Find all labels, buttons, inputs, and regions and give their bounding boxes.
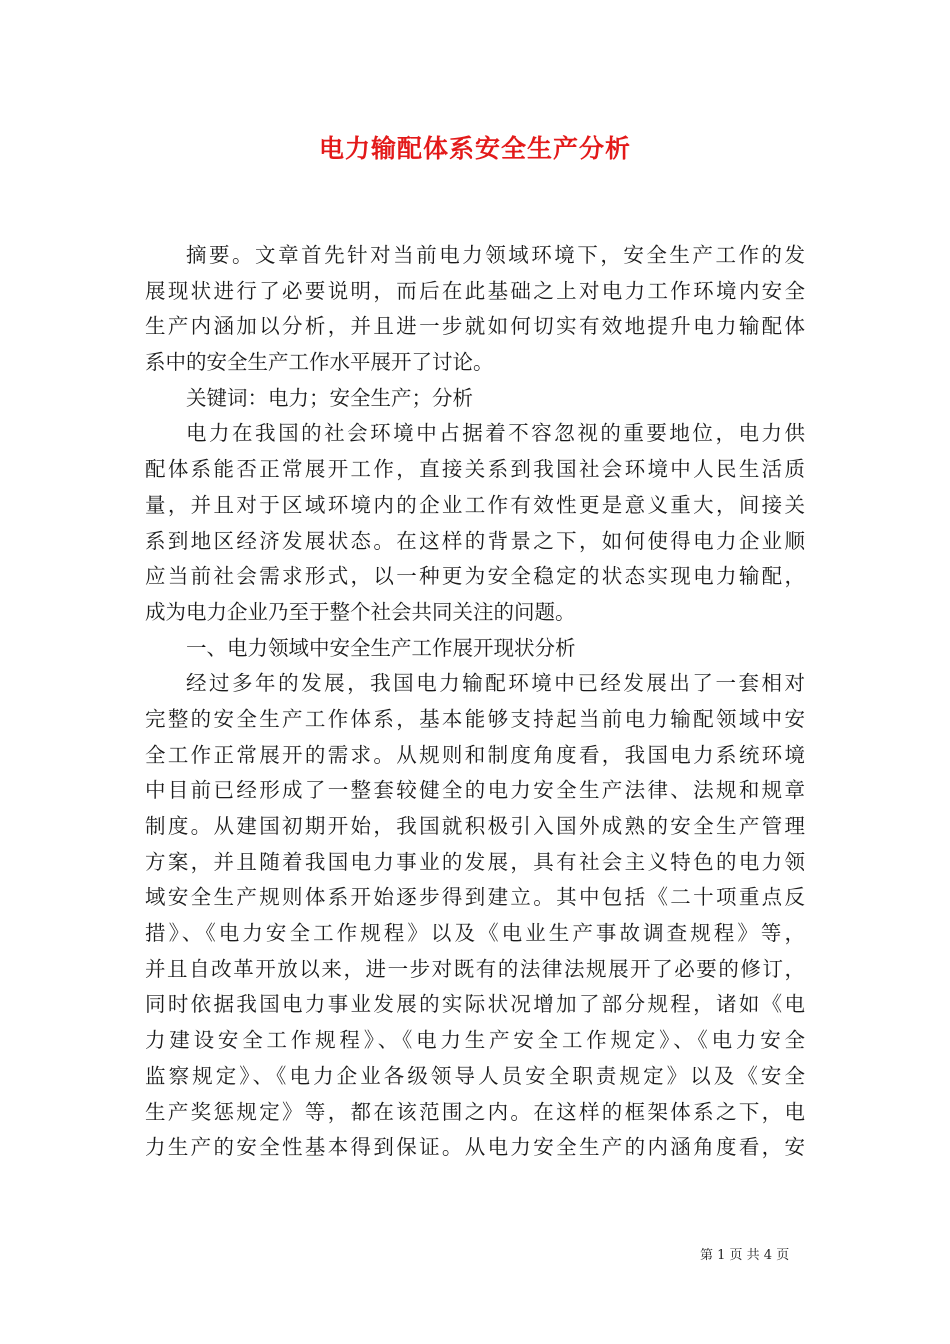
intro-line-6: 成为电力企业乃至于整个社会共同关注的问题。 xyxy=(145,599,576,624)
abstract-line-2: 展现状进行了必要说明，而后在此基础之上对电力工作环境内安全 xyxy=(145,278,805,303)
section-line-2: 完整的安全生产工作体系，基本能够支持起当前电力输配领域中安 xyxy=(145,706,805,731)
section-line-3: 全工作正常展开的需求。从规则和制度角度看，我国电力系统环境 xyxy=(145,742,805,767)
page-number-footer: 第 1 页 共 4 页 xyxy=(700,1248,790,1263)
keywords-line: 关键词：电力；安全生产；分析 xyxy=(186,385,473,410)
section-line-14: 力生产的安全性基本得到保证。从电力安全生产的内涵角度看，安 xyxy=(145,1135,805,1160)
section-line-12: 监察规定》、《电力企业各级领导人员安全职责规定》以及《安全 xyxy=(145,1063,805,1088)
intro-line-3: 量，并且对于区域环境内的企业工作有效性更是意义重大，间接关 xyxy=(145,492,805,517)
document-title: 电力输配体系安全生产分析 xyxy=(318,134,631,163)
section-line-13: 生产奖惩规定》等，都在该范围之内。在这样的框架体系之下，电 xyxy=(145,1099,805,1124)
abstract-line-4: 系中的安全生产工作水平展开了讨论。 xyxy=(145,350,494,375)
section-line-10: 同时依据我国电力事业发展的实际状况增加了部分规程，诸如《电 xyxy=(145,992,805,1017)
intro-line-1: 电力在我国的社会环境中占据着不容忽视的重要地位，电力供 xyxy=(186,421,805,446)
section-line-11: 力建设安全工作规程》、《电力生产安全工作规定》、《电力安全 xyxy=(145,1028,805,1053)
intro-line-2: 配体系能否正常展开工作，直接关系到我国社会环境中人民生活质 xyxy=(145,457,805,482)
intro-line-5: 应当前社会需求形式，以一种更为安全稳定的状态实现电力输配， xyxy=(145,564,805,589)
section-line-7: 域安全生产规则体系开始逐步得到建立。其中包括《二十项重点反 xyxy=(145,885,805,910)
section-line-5: 制度。从建国初期开始，我国就积极引入国外成熟的安全生产管理 xyxy=(145,814,805,838)
section-line-1: 经过多年的发展，我国电力输配环境中已经发展出了一套相对 xyxy=(186,671,805,696)
section-line-8: 措》、《电力安全工作规程》以及《电业生产事故调查规程》等， xyxy=(145,921,805,946)
section-heading-1: 一、电力领域中安全生产工作展开现状分析 xyxy=(186,635,576,660)
document-body xyxy=(145,238,805,1166)
abstract-line-1: 摘要。文章首先针对当前电力领域环境下，安全生产工作的发 xyxy=(186,243,805,267)
section-line-4: 中目前已经形成了一整套较健全的电力安全生产法律、法规和规章 xyxy=(145,778,805,803)
section-line-9: 并且自改革开放以来，进一步对既有的法律法规展开了必要的修订， xyxy=(145,956,805,981)
intro-line-4: 系到地区经济发展状态。在这样的背景之下，如何使得电力企业顺 xyxy=(145,528,805,553)
section-line-6: 方案，并且随着我国电力事业的发展，具有社会主义特色的电力领 xyxy=(145,849,805,874)
abstract-line-3: 生产内涵加以分析，并且进一步就如何切实有效地提升电力输配体 xyxy=(145,314,805,339)
